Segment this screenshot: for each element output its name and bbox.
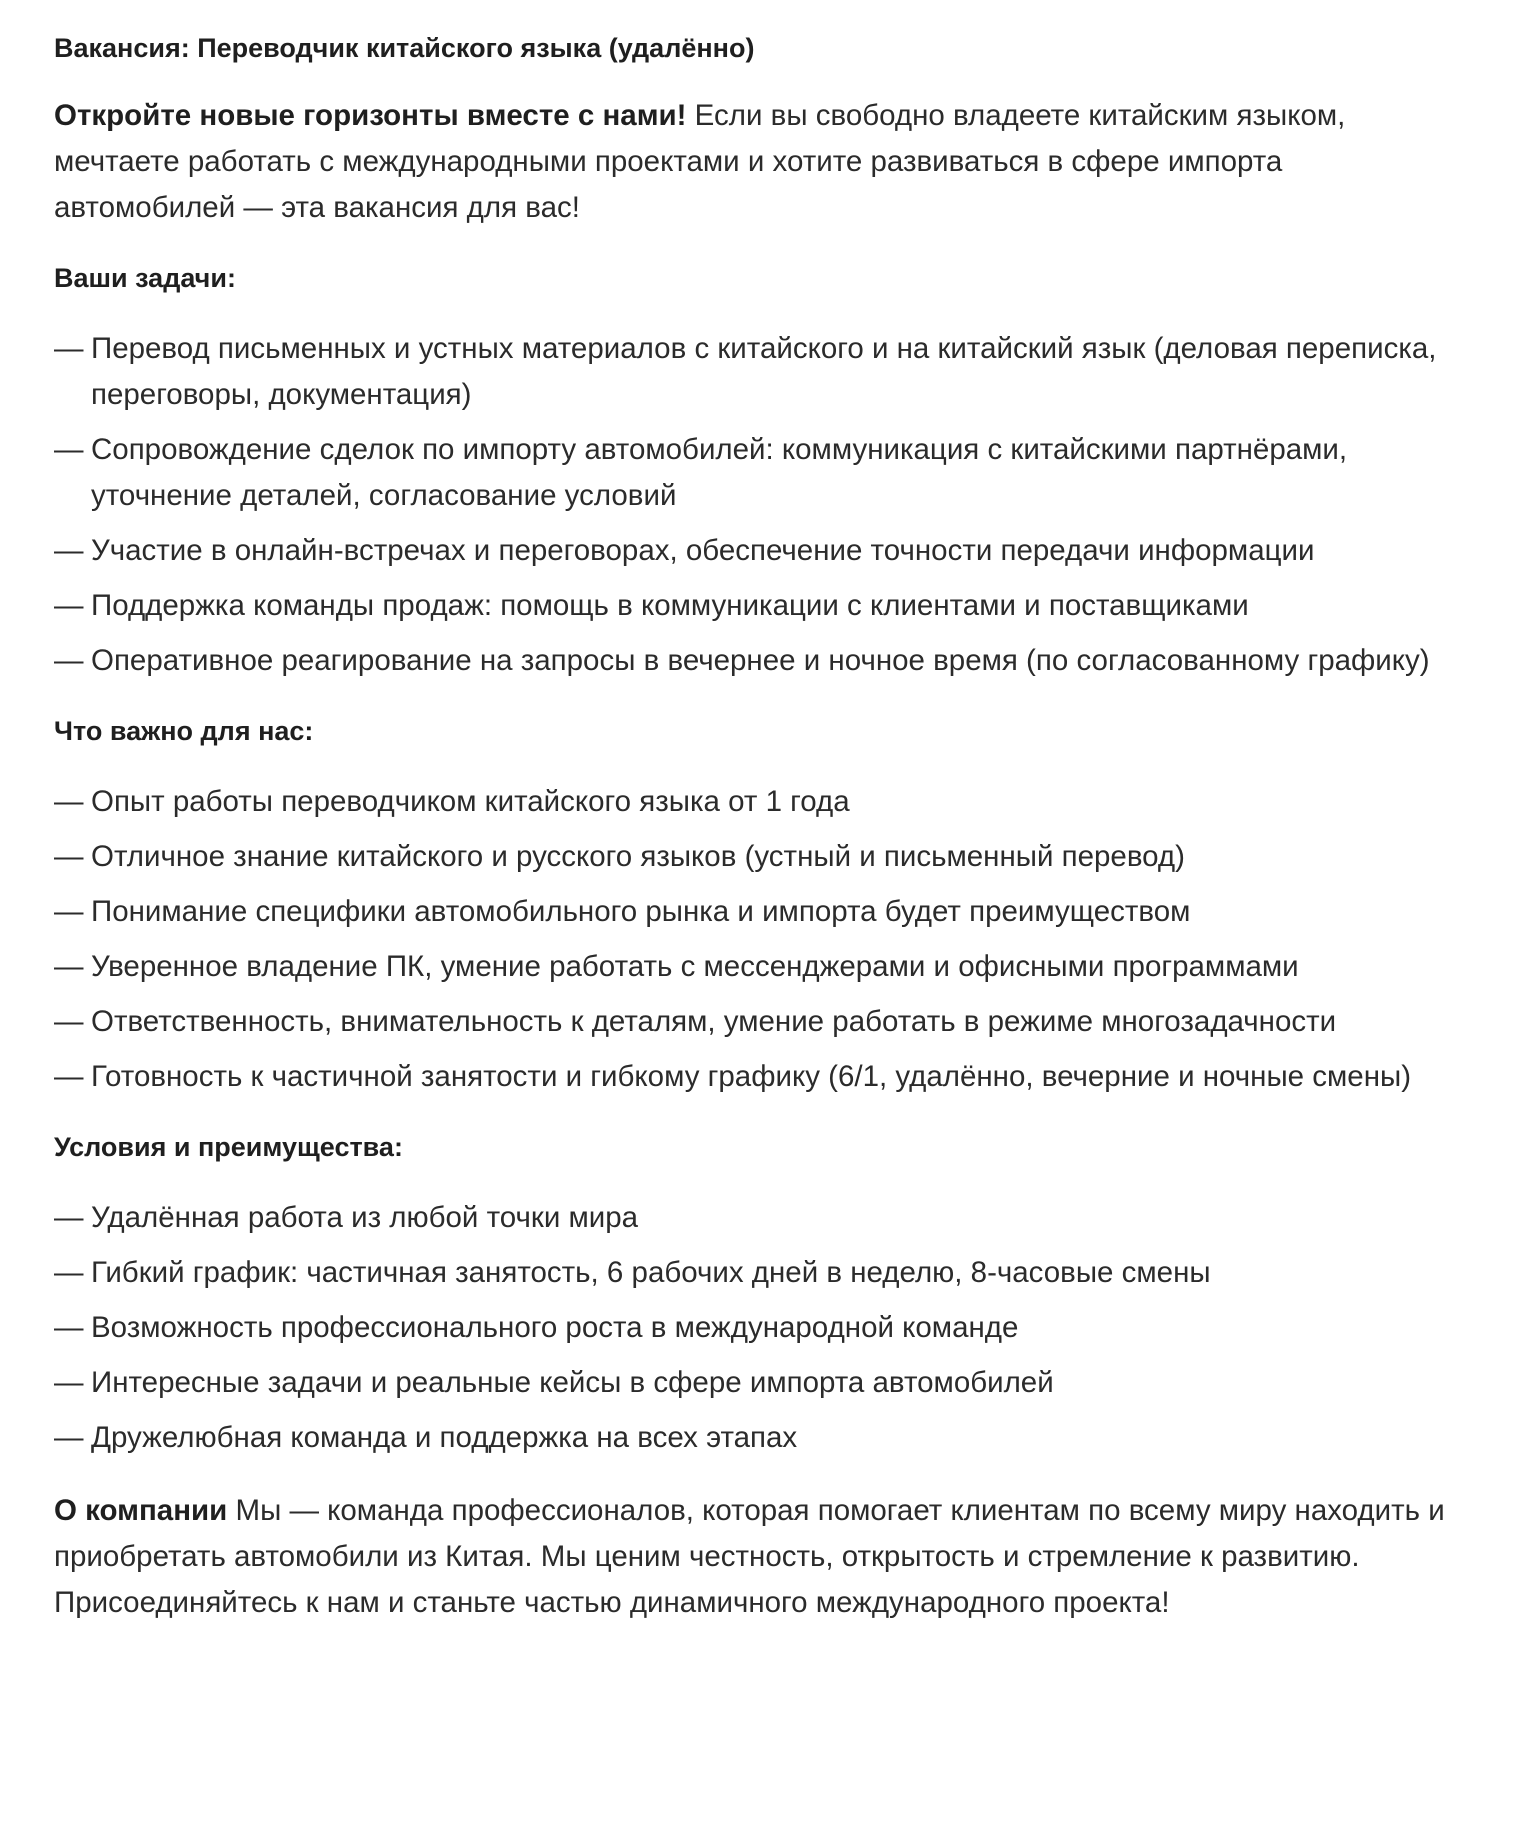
list-item-text: Ответственность, внимательность к деталям, умение работать в режиме многозадачности (91, 1005, 1337, 1038)
list-item (54, 1415, 1460, 1461)
list-item (54, 638, 1460, 684)
list-item (54, 583, 1460, 629)
list-item-text: Уверенное владение ПК, умение работать с мессенджерами и офисными программами (91, 950, 1299, 983)
list-item-text: Удалённая работа из любой точки мира (91, 1201, 639, 1234)
intro-text: Если вы свободно владеете китайским языком, мечтаете работать с международными проектами и хотите развиваться в сфере импорта автомобилей — эта вакансия для вас! (54, 99, 1346, 224)
list-item-text: Готовность к частичной занятости и гибкому графику (6/1, удалённо, вечерние и ночные смены) (91, 1060, 1412, 1093)
dash-bullet: — (54, 589, 84, 622)
list-item-text: Возможность профессионального роста в международной команде (91, 1311, 1019, 1344)
dash-bullet: — (54, 644, 84, 677)
dash-bullet: — (54, 785, 84, 818)
list-item-text: Участие в онлайн-встречах и переговорах, обеспечение точности передачи информации (91, 534, 1315, 567)
list-item (54, 1054, 1460, 1100)
about-paragraph (54, 1488, 1460, 1626)
intro-paragraph (54, 93, 1460, 231)
list-item-text: Интересные задачи и реальные кейсы в сфере импорта автомобилей (91, 1366, 1054, 1399)
requirements-heading: Что важно для нас: (54, 716, 314, 746)
list-item (54, 528, 1460, 574)
list-item (54, 1305, 1460, 1351)
list-item-text: Перевод письменных и устных материалов с китайского и на китайский язык (деловая переписка, переговоры, документация) (91, 332, 1437, 411)
dash-bullet: — (54, 950, 84, 983)
list-item (54, 1195, 1460, 1241)
list-item-text: Отличное знание китайского и русского языков (устный и письменный перевод) (91, 840, 1185, 873)
dash-bullet: — (54, 534, 84, 567)
dash-bullet: — (54, 1005, 84, 1038)
list-item-text: Опыт работы переводчиком китайского языка от 1 года (91, 785, 850, 818)
list-item (54, 326, 1460, 418)
dash-bullet: — (54, 1421, 84, 1454)
conditions-list (54, 1195, 1460, 1461)
list-item (54, 889, 1460, 935)
list-item-text: Оперативное реагирование на запросы в вечернее и ночное время (по согласованному графику) (91, 644, 1430, 677)
list-item (54, 427, 1460, 519)
about-lead: О компании (54, 1494, 228, 1527)
list-item (54, 779, 1460, 825)
dash-bullet: — (54, 840, 84, 873)
list-item-text: Дружелюбная команда и поддержка на всех этапах (91, 1421, 798, 1454)
dash-bullet: — (54, 433, 84, 466)
job-title: Вакансия: Переводчик китайского языка (удалённо) (54, 33, 755, 63)
list-item (54, 1250, 1460, 1296)
dash-bullet: — (54, 1366, 84, 1399)
list-item (54, 944, 1460, 990)
dash-bullet: — (54, 1201, 84, 1234)
intro-lead: Откройте новые горизонты вместе с нами! (54, 99, 687, 132)
list-item-text: Сопровождение сделок по импорту автомобилей: коммуникация с китайскими партнёрами, уточнение деталей, согласование условий (91, 433, 1348, 512)
conditions-heading: Условия и преимущества: (54, 1132, 403, 1162)
dash-bullet: — (54, 1256, 84, 1289)
list-item (54, 834, 1460, 880)
about-text: Мы — команда профессионалов, которая помогает клиентам по всему миру находить и приобретать автомобили из Китая. Мы ценим честность, открытость и стремление к развитию. Присоединяйтесь к нам и станьте частью динамичного международного проекта! (54, 1494, 1445, 1619)
tasks-list (54, 326, 1460, 684)
list-item (54, 999, 1460, 1045)
dash-bullet: — (54, 1060, 84, 1093)
list-item-text: Понимание специфики автомобильного рынка и импорта будет преимуществом (91, 895, 1191, 928)
list-item-text: Гибкий график: частичная занятость, 6 рабочих дней в неделю, 8-часовые смены (91, 1256, 1211, 1289)
dash-bullet: — (54, 895, 84, 928)
list-item (54, 1360, 1460, 1406)
dash-bullet: — (54, 332, 84, 365)
requirements-list (54, 779, 1460, 1100)
dash-bullet: — (54, 1311, 84, 1344)
tasks-heading: Ваши задачи: (54, 263, 236, 293)
list-item-text: Поддержка команды продаж: помощь в коммуникации с клиентами и поставщиками (91, 589, 1249, 622)
